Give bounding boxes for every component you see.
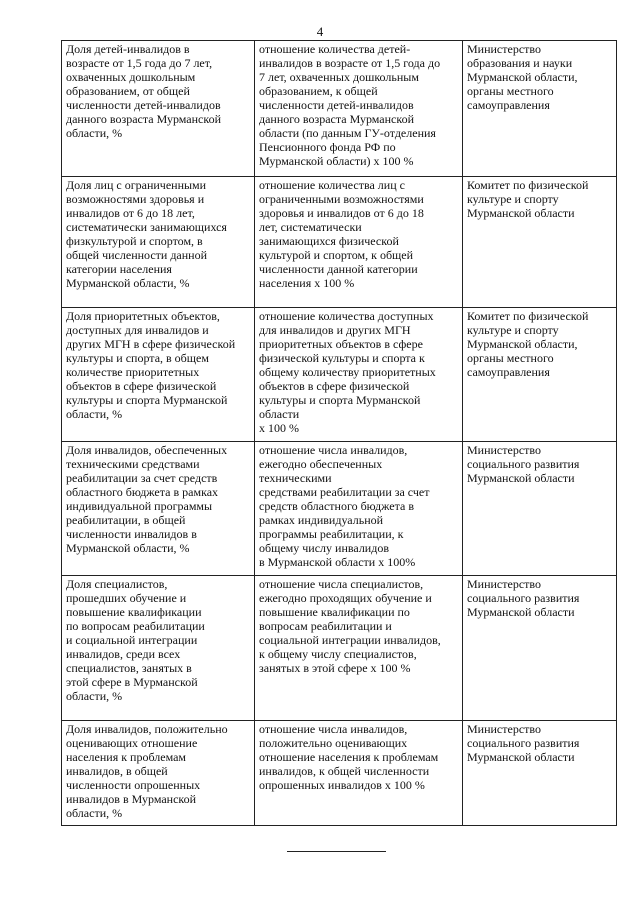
responsible-cell: Комитет по физической культуре и спорту Мурманской области, органы местного самоуправления <box>463 308 617 442</box>
indicator-cell: Доля детей-инвалидов в возрасте от 1,5 года до 7 лет, охваченных дошкольным образованием, от общей численности детей-инвалидов данного возраста Мурманской области, % <box>62 41 255 177</box>
page-number: 4 <box>316 24 324 39</box>
method-cell: отношение количества доступных для инвалидов и других МГН приоритетных объектов в сфере физической культуры и спорта к общему количеству приоритетных объектов в сфере физической культуры и спорта Мурманской области х 100 % <box>255 308 463 442</box>
indicator-cell: Доля инвалидов, обеспеченных техническими средствами реабилитации за счет средств областного бюджета в рамках индивидуальной программы реабилитации, в общей численности инвалидов в Мурманской области, % <box>62 442 255 576</box>
table-row <box>62 576 617 721</box>
footer-divider <box>287 851 386 852</box>
table-row <box>62 442 617 576</box>
indicators-table <box>61 40 617 826</box>
indicator-cell: Доля лиц с ограниченными возможностями здоровья и инвалидов от 6 до 18 лет, систематически занимающихся физкультурой и спортом, в общей численности данной категории населения Мурманской области, % <box>62 177 255 308</box>
table-row <box>62 308 617 442</box>
method-cell: отношение количества лиц с ограниченными возможностями здоровья и инвалидов от 6 до 18 лет, систематически занимающихся физической культурой и спортом, к общей численности данной категории населения х 100 % <box>255 177 463 308</box>
responsible-cell: Министерство образования и науки Мурманской области, органы местного самоуправления <box>463 41 617 177</box>
table-row <box>62 177 617 308</box>
responsible-cell: Министерство социального развития Мурманской области <box>463 576 617 721</box>
indicator-cell: Доля специалистов, прошедших обучение и повышение квалификации по вопросам реабилитации и социальной интеграции инвалидов, среди всех специалистов, занятых в этой сфере в Мурманской области, % <box>62 576 255 721</box>
method-cell: отношение количества детей- инвалидов в возрасте от 1,5 года до 7 лет, охваченных дошкольным образованием, к общей численности детей-инвалидов данного возраста Мурманской области (по данным ГУ-отделения Пенсионного фонда РФ по Мурманской области) х 100 % <box>255 41 463 177</box>
responsible-cell: Министерство социального развития Мурманской области <box>463 721 617 826</box>
responsible-cell: Министерство социального развития Мурманской области <box>463 442 617 576</box>
responsible-cell: Комитет по физической культуре и спорту Мурманской области <box>463 177 617 308</box>
method-cell: отношение числа инвалидов, положительно оценивающих отношение населения к проблемам инвалидов, к общей численности опрошенных инвалидов х 100 % <box>255 721 463 826</box>
method-cell: отношение числа инвалидов, ежегодно обеспеченных техническими средствами реабилитации за счет средств областного бюджета в рамках индивидуальной программы реабилитации, к общему числу инвалидов в Мурманской области х 100% <box>255 442 463 576</box>
indicator-cell: Доля приоритетных объектов, доступных для инвалидов и других МГН в сфере физической культуры и спорта, в общем количестве приоритетных объектов в сфере физической культуры и спорта Мурманской области, % <box>62 308 255 442</box>
table-row <box>62 721 617 826</box>
table-row <box>62 41 617 177</box>
indicator-cell: Доля инвалидов, положительно оценивающих отношение населения к проблемам инвалидов, в общей численности опрошенных инвалидов в Мурманской области, % <box>62 721 255 826</box>
method-cell: отношение числа специалистов, ежегодно проходящих обучение и повышение квалификации по вопросам реабилитации и социальной интеграции инвалидов, к общему числу специалистов, занятых в этой сфере х 100 % <box>255 576 463 721</box>
